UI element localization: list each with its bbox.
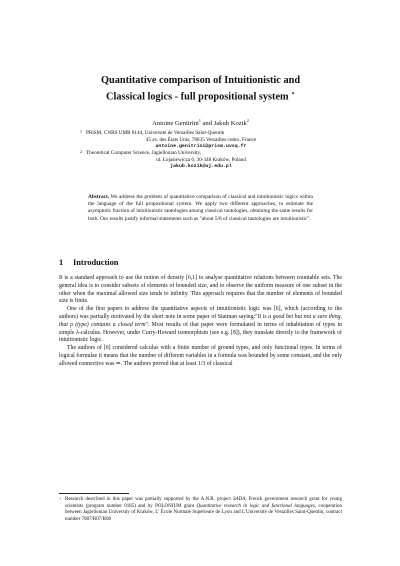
affiliation-1: [80, 129, 316, 150]
affiliation-1-line-2: 45 av. des États Unis, 78035 Versailles cedex, France: [145, 136, 257, 143]
body-text: [59, 275, 342, 369]
affiliation-1-number: 1: [80, 129, 82, 134]
footnote: [59, 497, 342, 523]
title-line-2: [59, 88, 342, 104]
abstract: [88, 194, 313, 223]
author-list: [59, 117, 342, 128]
footnote-sada: SADA: [232, 497, 246, 502]
paragraph-2: [59, 306, 342, 345]
paragraph-3: The authors of [6] considered calculus with a finite number of ground types, and only functional types. In terms of logical formulae it means that the number of different variables in a formula was bounded by some constant, and the only allowed connective was ⇒. The authors proved that at least 1/3 of classical: [59, 345, 342, 367]
footnote-mark: ⋆: [59, 496, 62, 501]
footnote-grant-title: Quantitative research in logic and functional languages: [196, 503, 315, 509]
author-1-sup: 1: [198, 118, 201, 123]
abstract-label: Abstract.: [88, 194, 110, 200]
footnote-text-a: Research described in this paper was partially supported by the A.N.R. project: [65, 497, 233, 502]
footnote-text-c: , cooperation between Jagiellonian University of Kraków, L' École Normale Supérieure de Lyon and L'Université de Versailles Saint-Quentin, contract number 7087/R07/R08: [65, 503, 342, 522]
section-heading: [59, 258, 342, 268]
affiliation-1-email: antoine.genitrini@prism.uvsq.fr: [155, 143, 247, 149]
affiliation-2-email: jakub.kozik@uj.edu.pl: [170, 163, 232, 169]
title-star: ⋆: [291, 90, 295, 97]
section-title: Introduction: [73, 258, 119, 267]
affiliation-2-number: 2: [80, 149, 82, 154]
author-2-sup: 2: [246, 118, 249, 123]
paper-title: [59, 74, 342, 103]
affiliation-2-line-1: Theoretical Computer Science, Jagiellonian University,: [86, 150, 201, 156]
author-1: Antoine Genitrini: [152, 120, 199, 128]
footnote-text-b: , French government research grant for young scientists (program number 0185) and by POLONIUM grant: [65, 497, 342, 509]
footnote-rule: [59, 493, 129, 494]
section-number: 1: [59, 258, 64, 267]
author-and: and Jakub Kozik: [200, 120, 247, 128]
paragraph-2-start: One of the first papers to address the quantitative aspects of intuitionistic logic was [6], which (according to the authors) was partially motivated by the short note in some paper of Statman saying:": [59, 306, 342, 320]
paragraph-2-end: ". Most results of that paper were formulated in terms of inhabitation of types in simple λ-calculus. However, under Curry-Howard isomorphism (see e.g. [8]), they translate directly to the framework of intuitionistic logic.: [59, 321, 342, 344]
title-line-1: Quantitative comparison of Intuitionistic and: [100, 75, 301, 86]
title-line-2-text: Classical logics - full propositional system: [106, 90, 289, 102]
affiliation-2: [80, 149, 316, 170]
statman-quote: It is a good bet but not a sure thing, that ρ (type) contains a closed term: [59, 313, 343, 328]
footnote-text: [59, 497, 342, 523]
affiliation-1-line-1: PRiSM, CNRS UMR 8144, Université de Versailles Saint-Quentin: [86, 130, 225, 136]
affiliation-2-line-2: ul. Łojasiewicza 6, 30-348 Kraków, Poland: [156, 156, 246, 163]
paragraph-1: It is a standard approach to use the notion of density [6,1] to analyse quantitative relations between countable sets. The general idea is to consider subsets of elements of bounded size, and to observe the uniform measure of one subset in the other when the maximal allowed size tends to infinity. This approach requires that the number of elements of bounded size is finite.: [59, 275, 342, 305]
abstract-text: We address the problem of quantitative comparison of classical and intuitionistic logics within the language of the full propositional system. We apply two different approaches, to estimate the asymptotic fraction of intuitionistic tautologies among classical tautologies, obtaining the same results for both. Our results justify informal statements such as "about 5/8 of classical tautologies are intuitionistic".: [88, 194, 313, 222]
